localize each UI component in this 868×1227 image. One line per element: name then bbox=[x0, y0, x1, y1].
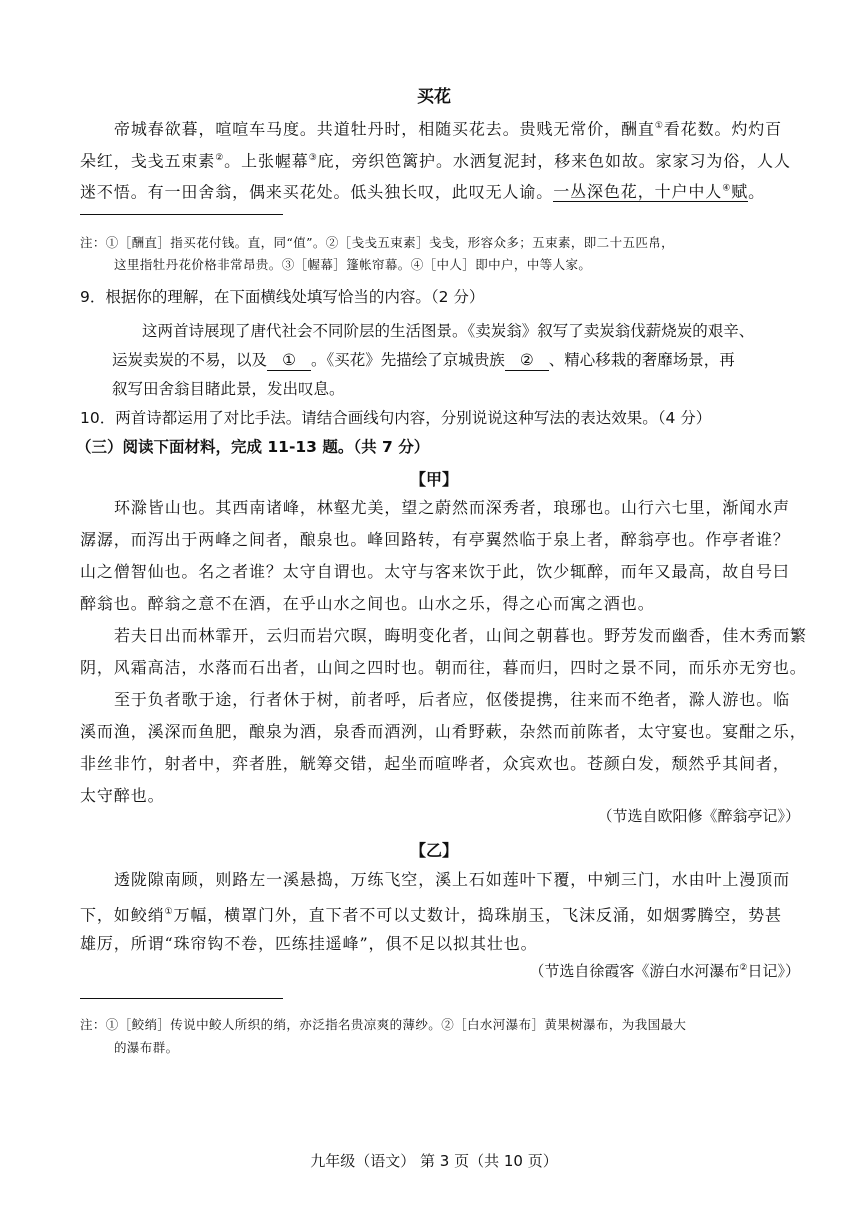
question-9-para-3: 叙写田舍翁目睹此景，发出叹息。 bbox=[112, 380, 345, 398]
yi-line-2-a: 下，如鲛绡 bbox=[80, 905, 165, 925]
poem-line-3 bbox=[80, 179, 765, 202]
poem-line-1-text: 帝城春欲暮，喧喧车马度。共道牡丹时，相随买花去。贵贱无常价，酬直 bbox=[114, 119, 655, 139]
poem-line-2-text: 朵红，戋戋五束素 bbox=[80, 151, 216, 171]
answer-blank-1[interactable]: ① bbox=[267, 350, 311, 371]
jia-line-6: 阴，风霜高洁，水落而石出者，山间之四时也。朝而往，暮而归，四时之景不同，而乐亦无穷也。 bbox=[80, 658, 807, 677]
footnote-marker: ④ bbox=[722, 184, 732, 194]
poem-line-3-end: 。 bbox=[748, 182, 765, 202]
footnote-marker: ③ bbox=[308, 153, 318, 163]
question-10: 10．两首诗都运用了对比手法。请结合画线句内容，分别说说这种写法的表达效果。（4 分） bbox=[80, 409, 712, 427]
passage-yi-heading: 【乙】 bbox=[409, 841, 458, 860]
footnote-marker: ② bbox=[215, 153, 225, 163]
underlined-part-a: 一丛深色花，十户中人 bbox=[553, 182, 723, 202]
q9-text-a: 运炭卖炭的不易，以及 bbox=[112, 351, 268, 369]
note2-line-1: 注：①［鲛绡］传说中鲛人所织的绡，亦泛指名贵凉爽的薄纱。②［白水河瀑布］黄果树瀑布，为我国最大 bbox=[80, 1017, 687, 1032]
question-9-para-1: 这两首诗展现了唐代社会不同阶层的生活图景。《卖炭翁》叙写了卖炭翁伐薪烧炭的艰辛、 bbox=[142, 322, 755, 340]
footnote-marker: ① bbox=[164, 907, 174, 917]
passage-jia-heading: 【甲】 bbox=[409, 470, 458, 489]
poem-line-2-mid: 。上张幄幕 bbox=[224, 151, 309, 171]
jia-line-4: 醉翁也。醉翁之意不在酒，在乎山水之间也。山水之乐，得之心而寓之酒也。 bbox=[80, 594, 655, 613]
footnote-marker: ① bbox=[654, 121, 664, 131]
footnote-divider bbox=[80, 214, 283, 215]
yi-line-1: 透陇隙南顾，则路左一溪悬捣，万练飞空，溪上石如莲叶下覆，中剜三门，水由叶上漫顶而 bbox=[114, 870, 791, 889]
question-9-para-2 bbox=[112, 350, 735, 371]
jia-line-1: 环滁皆山也。其西南诸峰，林壑尤美，望之蔚然而深秀者，琅琊也。山行六七里，渐闻水声 bbox=[114, 498, 791, 517]
yi-line-2-b: 万幅，横罩门外，直下者不可以丈数计，捣珠崩玉，飞沫反涌，如烟雾腾空，势甚 bbox=[173, 905, 782, 925]
jia-line-8: 溪而渔，溪深而鱼肥，酿泉为酒，泉香而酒洌，山肴野蔌，杂然而前陈者，太守宴也。宴酣之乐， bbox=[80, 722, 807, 741]
page-footer: 九年级（语文） 第 3 页（共 10 页） bbox=[310, 1152, 558, 1170]
jia-line-5: 若夫日出而林霏开，云归而岩穴暝，晦明变化者，山间之朝暮也。野芳发而幽香，佳木秀而繁 bbox=[114, 626, 807, 645]
jia-line-7: 至于负者歌于途，行者休于树，前者呼，后者应，伛偻提携，往来而不绝者，滁人游也。临 bbox=[114, 690, 791, 709]
poem-line-1 bbox=[114, 116, 782, 139]
jia-source: （节选自欧阳修《醉翁亭记》） bbox=[597, 807, 800, 825]
poem-line-3-text: 迷不悟。有一田舍翁，偶来买花处。低头独长叹，此叹无人谕。 bbox=[80, 182, 554, 202]
yi-line-3: 雄厉，所谓“珠帘钩不卷，匹练挂遥峰”，俱不足以拟其壮也。 bbox=[80, 934, 538, 953]
section-3-heading: （三）阅读下面材料，完成 11-13 题。（共 7 分） bbox=[76, 438, 430, 456]
question-9-stem: 9．根据你的理解，在下面横线处填写恰当的内容。（2 分） bbox=[80, 288, 485, 306]
underlined-sentence bbox=[553, 182, 748, 202]
poem-line-2 bbox=[80, 148, 791, 171]
yi-source bbox=[529, 958, 800, 981]
jia-line-10: 太守醉也。 bbox=[80, 786, 165, 805]
note2-line-2: 的瀑布群。 bbox=[114, 1040, 179, 1055]
yi-source-b: 日记》） bbox=[747, 962, 800, 980]
jia-line-3: 山之僧智仙也。名之者谁？太守自谓也。太守与客来饮于此，饮少辄醉，而年又最高，故自号曰 bbox=[80, 562, 790, 581]
q9-text-b: 。《买花》先描绘了京城贵族 bbox=[311, 351, 505, 369]
q9-text-c: 、精心移栽的奢靡场景，再 bbox=[548, 351, 735, 369]
underlined-part-b: 赋 bbox=[731, 182, 749, 202]
footnote-divider-2 bbox=[80, 998, 283, 999]
poem-title: 买花 bbox=[417, 87, 451, 107]
yi-source-a: （节选自徐霞客《游白水河瀑布 bbox=[529, 962, 740, 980]
answer-blank-2[interactable]: ② bbox=[505, 350, 549, 371]
poem-line-2-tail: 庇，旁织笆篱护。水洒复泥封，移来色如故。家家习为俗，人人 bbox=[317, 151, 791, 171]
note-line-1: 注：①［酬直］指买花付钱。直，同“值”。②［戋戋五束素］戋戋，形容众多；五束素，即二十五匹帛， bbox=[80, 235, 675, 250]
poem-line-1-tail: 看花数。灼灼百 bbox=[663, 119, 783, 139]
note-line-2: 这里指牡丹花价格非常昂贵。③［幄幕］篷帐帘幕。④［中人］即中户，中等人家。 bbox=[114, 257, 592, 272]
jia-line-2: 潺潺，而泻出于两峰之间者，酿泉也。峰回路转，有亭翼然临于泉上者，醉翁亭也。作亭者谁？ bbox=[80, 530, 790, 549]
footnote-marker: ② bbox=[739, 963, 748, 973]
yi-line-2 bbox=[80, 902, 782, 925]
jia-line-9: 非丝非竹，射者中，弈者胜，觥筹交错，起坐而喧哗者，众宾欢也。苍颜白发，颓然乎其间者， bbox=[80, 754, 790, 773]
